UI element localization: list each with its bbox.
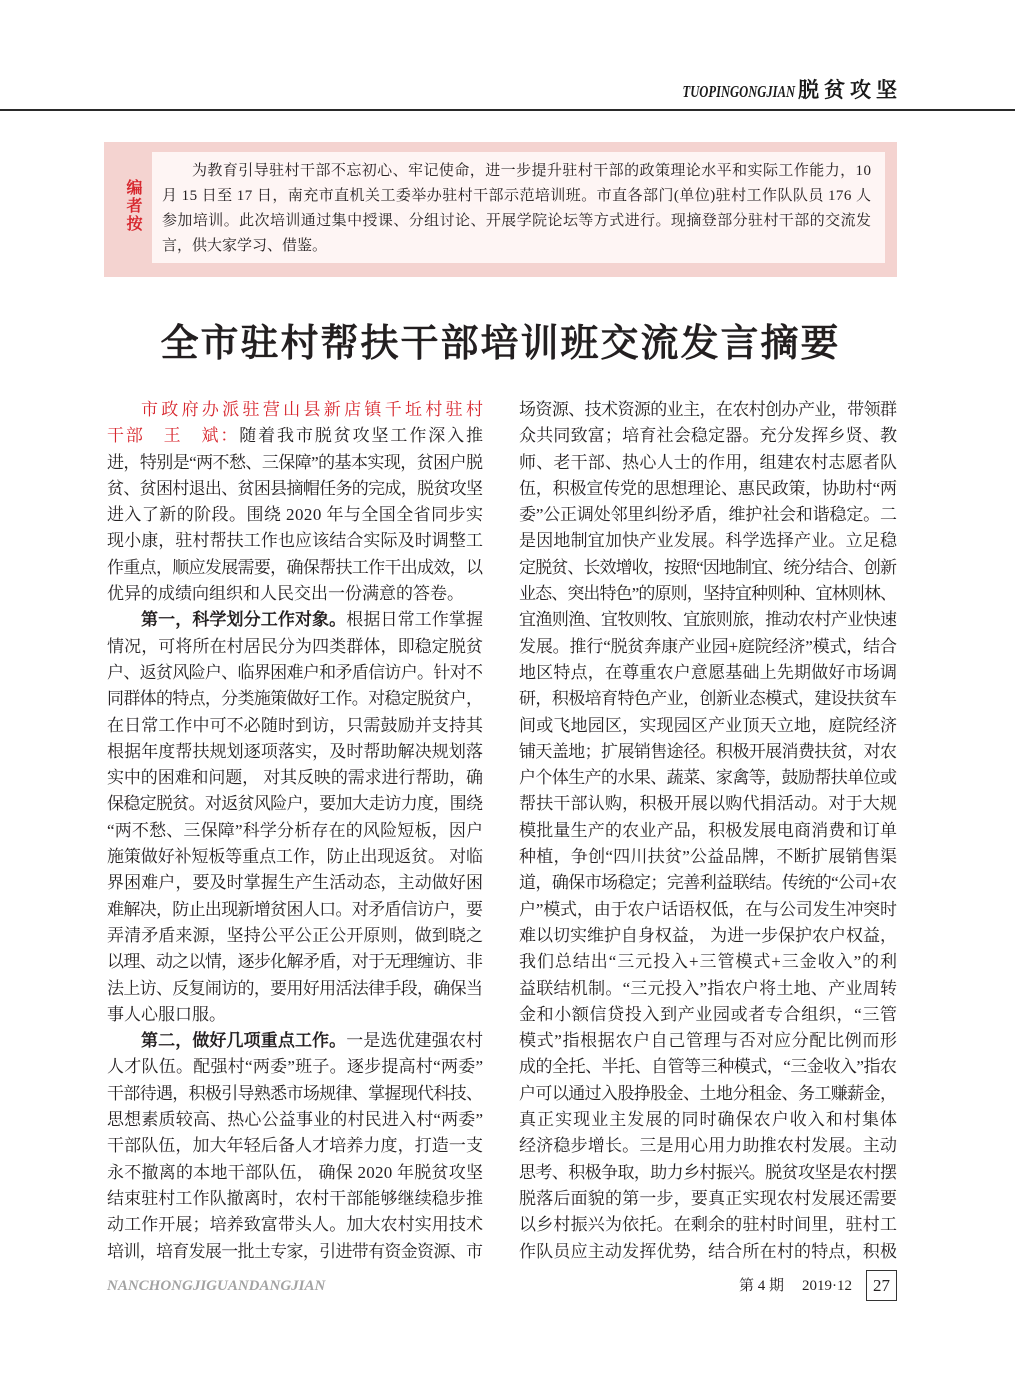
text-line-content [519, 952, 898, 971]
text-line-content [162, 188, 871, 204]
text-line [107, 844, 483, 870]
editor-note-label: 编者按 [126, 180, 143, 233]
body-text: 同群体的特点，分类施策做好工作。对稳定脱贫户， [107, 689, 483, 709]
text-line-content [519, 637, 897, 656]
body-text: 户可以通过入股挣股金、土地分租金、务工赚薪金， [519, 1083, 897, 1103]
text-line-content [519, 794, 897, 813]
text-line [107, 713, 483, 739]
footer-issue-info [739, 1276, 852, 1296]
author-byline: 干部 王 斌： [107, 426, 240, 446]
section-heading: 第一，科学划分工作对象。 [141, 610, 347, 630]
text-line-content [519, 400, 896, 419]
text-line-content [107, 900, 482, 919]
text-line-content [107, 479, 482, 498]
text-line [519, 870, 897, 896]
text-line-content [519, 1189, 897, 1208]
text-line [519, 686, 897, 712]
text-line-content [519, 821, 897, 840]
text-line [107, 1028, 483, 1054]
body-text: 经济稳步增长。三是用心用力助推农村发展。主动 [519, 1136, 898, 1156]
text-line [107, 581, 483, 607]
text-line [519, 1133, 897, 1159]
text-line-content [519, 847, 897, 866]
text-line [162, 209, 871, 234]
body-text: 在日常工作中可不必随时到访，只需鼓励并支持其 [107, 715, 484, 735]
body-text: 进，特别是“两不愁、三保障”的基本实现，贫困户脱 [107, 452, 483, 472]
body-text: 以乡村振兴为依托。在剩余的驻村时间里，驻村工 [519, 1215, 898, 1235]
text-line-content [519, 1005, 898, 1024]
text-line [107, 607, 483, 633]
text-line-content [519, 1084, 896, 1103]
text-line-content [107, 768, 483, 787]
text-line [107, 1160, 483, 1186]
body-text: 人才队伍。配强村“两委”班子。逐步提高村“两委” [107, 1057, 484, 1077]
text-line-content [107, 1110, 483, 1129]
text-line [162, 234, 871, 259]
text-line [519, 791, 897, 817]
text-line [519, 818, 897, 844]
text-line [519, 423, 897, 449]
text-line-content [107, 742, 483, 761]
text-line [107, 450, 483, 476]
text-line-content [519, 426, 897, 445]
text-line [107, 818, 483, 844]
body-text: 户”模式，由于农户话语权低，在与公司发生冲突时 [519, 899, 897, 919]
editor-note [104, 142, 897, 277]
body-text: 成的全托、半托、自管等三种模式，“三金收入”指农 [519, 1057, 897, 1077]
footer-magazine-name: NANCHONGJIGUANDANGJIAN [107, 1278, 326, 1294]
text-line-content [107, 1163, 483, 1182]
text-line-content [107, 689, 482, 708]
body-text: 定脱贫、长效增收，按照“因地制宜、统分结合、创新 [519, 557, 897, 577]
body-text: 界困难户，要及时掌握生产生活动态，主动做好困 [107, 873, 484, 893]
text-line [519, 555, 897, 581]
text-line [107, 1081, 483, 1107]
text-line [107, 528, 483, 554]
footer-date: 2019·12 [802, 1278, 852, 1294]
body-text: 地区特点，在尊重农户意愿基础上先期做好市场调 [519, 662, 898, 682]
text-line-content [107, 979, 482, 998]
text-line-content [107, 531, 483, 550]
text-line [519, 739, 897, 765]
section-name: 脱贫攻坚 [798, 79, 902, 102]
text-line [107, 870, 483, 896]
text-line-content [519, 610, 896, 629]
text-line [107, 660, 483, 686]
text-line [107, 1212, 483, 1238]
section-heading: 第二，做好几项重点工作。 [141, 1031, 347, 1051]
text-line [107, 502, 483, 528]
body-text: 作队员应主动发挥优势，结合所在村的特点，积极 [519, 1241, 898, 1261]
text-line-content [519, 479, 897, 498]
body-text: 月 15 日至 17 日，南充市直机关工委举办驻村干部示范培训班。市直各部门(单位)驻村工作队队员 176 人 [162, 188, 872, 204]
body-text: 间或飞地园区，实现园区产业顶天立地，庭院经济 [519, 715, 898, 735]
body-text: 思想素质较高、热心公益事业的村民进入村“两委” [107, 1110, 484, 1130]
text-line-content [107, 716, 483, 735]
body-text: 脱落后面貌的第一步，要真正实现农村发展还需要 [519, 1188, 898, 1208]
text-line-content [519, 558, 896, 577]
text-line [107, 476, 483, 502]
text-line [107, 1002, 483, 1028]
body-text: 益联结机制。“三元投入”指农户将土地、产业周转 [519, 978, 898, 998]
body-text: 贫、贫困村退出、贫困县摘帽任务的完成，脱贫攻坚 [107, 478, 483, 498]
text-line [107, 739, 483, 765]
text-line [519, 528, 897, 554]
text-line [107, 1239, 483, 1265]
text-line-content [519, 1110, 898, 1129]
text-line [107, 897, 483, 923]
text-line-content [519, 716, 897, 735]
text-line [519, 1054, 897, 1080]
text-line-content [519, 1163, 896, 1182]
text-line-content [141, 1031, 483, 1050]
body-text: 实中的困难和问题， 对其反映的需求进行帮助，确 [107, 768, 483, 788]
text-line-content [519, 926, 897, 945]
body-text: 现小康，驻村帮扶工作也应该结合实际及时调整工 [107, 531, 484, 551]
text-line [519, 897, 897, 923]
body-text: 真正实现业主发展的同时确保农户收入和村集体 [519, 1110, 899, 1130]
body-text: 以理、动之以情，逐步化解矛盾，对于无理缠访、非 [107, 952, 483, 972]
body-text: 宜渔则渔、宜牧则牧、宜旅则旅，推动农村产业快速 [519, 610, 897, 630]
body-text: 道，确保市场稳定；完善利益联结。传统的“公司+农 [519, 873, 897, 893]
text-line [519, 765, 897, 791]
text-line-content [192, 163, 871, 179]
body-text: 金和小额信贷投入到产业园或者专合组织，“三管 [519, 1004, 898, 1024]
text-line-content [107, 426, 485, 445]
body-text: 动工作开展；培养致富带头人。加大农村实用技术 [107, 1215, 484, 1235]
text-line [519, 1186, 897, 1212]
text-line [519, 581, 897, 607]
text-line [519, 502, 897, 528]
body-text: 委”公正调处邻里纠纷矛盾，维护社会和谐稳定。二 [519, 505, 897, 525]
text-line-content [519, 453, 897, 472]
text-line-content [107, 663, 482, 682]
body-text: 是因地制宜加快产业发展。科学选择产业。立足稳 [519, 531, 898, 551]
body-text: 户个体生产的水果、蔬菜、家禽等，鼓励帮扶单位或 [519, 768, 897, 788]
text-line [107, 791, 483, 817]
body-text: 模式”指根据农户自己管理与否对应分配比例而形 [519, 1031, 898, 1051]
body-text: 伍，积极宣传党的思想理论、惠民政策，协助村“两 [519, 478, 897, 498]
body-text: 情况，可将所在村居民分为四类群体，即稳定脱贫 [107, 636, 484, 656]
text-line [519, 634, 897, 660]
text-line-content [107, 952, 482, 971]
body-text: 法上访、反复闹访的，要用好用活法律手段，确保当 [107, 978, 483, 998]
body-text: 根据日常工作掌握 [346, 610, 484, 630]
footer-issue-number: 第 4 期 [738, 1278, 784, 1294]
text-line [519, 949, 897, 975]
text-line [107, 765, 483, 791]
text-line-content [519, 873, 896, 892]
body-text: 师、老干部、热心人士的作用，组建农村志愿者队 [519, 452, 898, 472]
body-text: 保稳定脱贫。对返贫风险户，要加大走访力度，围绕 [107, 794, 483, 814]
section-name-pinyin: TUOPINGONGJIAN [682, 82, 795, 101]
body-text: 研，积极培育特色产业，创新业态模式，建设扶贫车 [519, 689, 897, 709]
article-title: 全市驻村帮扶干部培训班交流发言摘要 [160, 323, 841, 365]
body-text: 进入了新的阶段。围绕 2020 年与全国全省同步实 [107, 505, 484, 525]
body-text: 随着我市脱贫攻坚工作深入推 [239, 426, 485, 446]
text-line [107, 949, 483, 975]
text-line-content [107, 1084, 482, 1103]
text-line-content [519, 1031, 898, 1050]
body-text: 永不撤离的本地干部队伍， 确保 2020 年脱贫攻坚 [107, 1162, 484, 1182]
body-text: 施策做好补短板等重点工作，防止出现返贫。 对临 [107, 847, 483, 867]
body-text: 干部队伍，加大年轻后备人才培养力度，打造一支 [107, 1136, 484, 1156]
article-column-left [107, 397, 487, 1265]
editor-note-body [152, 152, 885, 263]
text-line [519, 450, 897, 476]
text-line-content [107, 1005, 226, 1024]
text-line-content [141, 610, 483, 629]
text-line-content [519, 1215, 897, 1234]
body-text: 难以切实维护自身权益， 为进一步保护农户权益， [519, 925, 897, 945]
body-text: 帮扶干部认购，积极开展以购代捐活动。对于大规 [519, 794, 898, 814]
text-line [162, 184, 871, 209]
text-line-content [107, 873, 483, 892]
text-line-content [107, 926, 483, 945]
text-line [519, 923, 897, 949]
text-line [107, 555, 483, 581]
text-line-content [162, 213, 871, 229]
body-text: 模批量生产的农业产品，积极发展电商消费和订单 [519, 820, 898, 840]
text-line [519, 660, 897, 686]
body-text: 户、返贫风险户、临界困难户和矛盾信访户。针对不 [107, 662, 483, 682]
text-line [107, 1107, 483, 1133]
body-text: 事人心服口服。 [107, 1004, 226, 1024]
text-line-content [519, 1136, 897, 1155]
body-text: 弄清矛盾来源，坚持公平公正公开原则，做到晓之 [107, 925, 484, 945]
body-text: 难解决，防止出现新增贫困人口。对矛盾信访户，要 [107, 899, 483, 919]
text-line-content [519, 900, 897, 919]
text-line [107, 976, 483, 1002]
text-line-content [162, 238, 327, 254]
body-text: 思考、积极争取，助力乡村振兴。脱贫攻坚是农村摆 [519, 1162, 897, 1182]
body-text: 为教育引导驻村干部不忘初心、牢记使命，进一步提升驻村干部的政策理论水平和实际工作能力，10 [192, 163, 872, 179]
text-line-content [519, 584, 896, 603]
text-line-content [519, 1057, 897, 1076]
body-text: 参加培训。此次培训通过集中授课、分组讨论、开展学院论坛等方式进行。现摘登部分驻村干部的交流发 [162, 213, 872, 229]
text-line [519, 1107, 897, 1133]
text-line-content [519, 531, 897, 550]
body-text: 发展。推行“脱贫奔康产业园+庭院经济”模式，结合 [519, 636, 897, 656]
text-line-content [107, 453, 482, 472]
text-line-content [107, 1189, 483, 1208]
body-text: 结束驻村工作队撤离时，农村干部能够继续稳步推 [107, 1188, 484, 1208]
text-line-content [519, 768, 896, 787]
article-column-right [519, 397, 897, 1265]
text-line [107, 1133, 483, 1159]
body-text: 铺天盖地；扩展销售途径。积极开展消费扶贫，对农 [519, 741, 897, 761]
text-line [107, 1054, 483, 1080]
body-text: 场资源、技术资源的业主，在农村创办产业，带领群 [519, 400, 897, 419]
header-rule [0, 109, 1015, 111]
text-line-content [107, 1242, 482, 1261]
body-text: 众共同致富；培育社会稳定器。充分发挥乡贤、教 [519, 426, 898, 446]
text-line [519, 1160, 897, 1186]
text-line [162, 159, 871, 184]
text-line-content [107, 1136, 483, 1155]
text-line [519, 844, 897, 870]
body-text: 根据年度帮扶规划逐项落实，及时帮助解决规划落 [107, 741, 484, 761]
text-line-content [107, 1215, 483, 1234]
text-line [107, 423, 483, 449]
text-line [519, 1028, 897, 1054]
text-line [519, 976, 897, 1002]
running-header [643, 78, 902, 104]
text-line [107, 634, 483, 660]
body-text: 培训，培育发展一批土专家，引进带有资金资源、市 [107, 1241, 483, 1261]
body-text: 优异的成绩向组织和人民交出一份满意的答卷。 [107, 584, 464, 604]
text-line-content [107, 847, 483, 866]
text-line-content [107, 505, 483, 524]
text-line-content [107, 821, 483, 840]
text-line [519, 397, 897, 423]
text-line-content [519, 689, 896, 708]
body-text: 业态、突出特色”的原则，坚持宜种则种、宜林则林、 [519, 584, 897, 604]
body-text: 一是选优建强农村 [346, 1031, 484, 1051]
body-text: “两不愁、三保障”科学分析存在的风险短板，因户 [107, 820, 484, 840]
text-line-content [519, 663, 897, 682]
text-line-content [519, 1242, 897, 1261]
text-line [107, 397, 487, 423]
body-text: 干部待遇，积极引导熟悉市场规律、掌握现代科技、 [107, 1083, 483, 1103]
author-byline: 市政府办派驻营山县新店镇千坵村驻村 [141, 400, 487, 419]
text-line-content [107, 794, 482, 813]
text-line-content [107, 637, 483, 656]
page-number: 27 [866, 1270, 897, 1301]
text-line [519, 713, 897, 739]
text-line-content [107, 558, 482, 577]
text-line [519, 1081, 897, 1107]
body-text: 我们总结出“三元投入+三管模式+三金收入”的利 [519, 952, 898, 972]
body-text: 种植，争创“四川扶贫”公益品牌，不断扩展销售渠 [519, 847, 898, 867]
text-line [107, 923, 483, 949]
text-line-content [519, 742, 896, 761]
text-line-content [107, 1057, 483, 1076]
text-line-content [107, 584, 464, 603]
text-line [519, 476, 897, 502]
text-line [519, 607, 897, 633]
body-text: 言，供大家学习、借鉴。 [162, 238, 328, 254]
text-line-content [519, 979, 897, 998]
text-line [519, 1212, 897, 1238]
text-line [107, 686, 483, 712]
body-text: 作重点，顺应发展需要，确保帮扶工作干出成效，以 [107, 557, 483, 577]
text-line [519, 1002, 897, 1028]
text-line [107, 1186, 483, 1212]
text-line [519, 1239, 897, 1265]
text-line-content [519, 505, 897, 524]
text-line-content [141, 400, 486, 419]
